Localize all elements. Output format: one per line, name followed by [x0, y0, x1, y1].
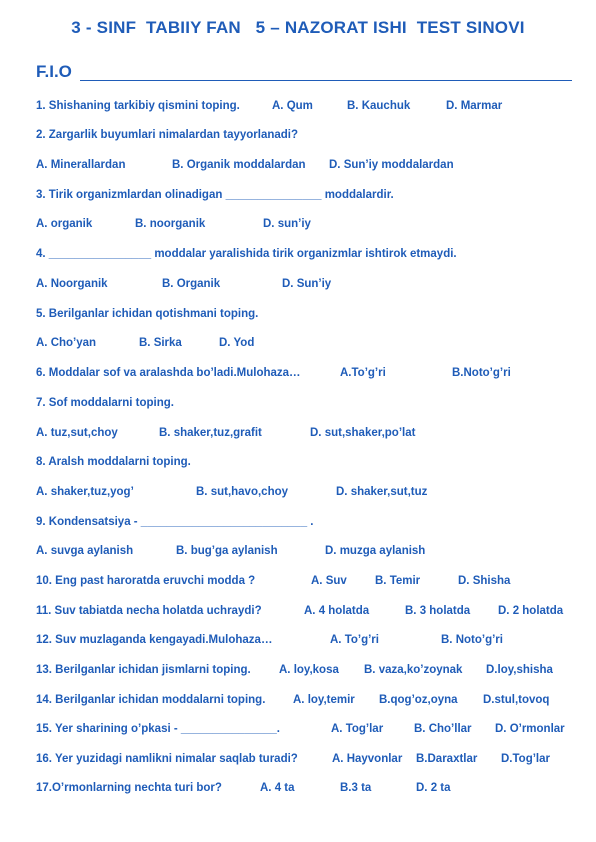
question-text: A. shaker,tuz,yog’: [36, 486, 134, 498]
answer-option: A. 4 holatda: [304, 605, 370, 617]
question-text: 5. Berilganlar ichidan qotishmani toping.: [36, 308, 259, 320]
fio-label: F.I.O: [36, 62, 72, 81]
answer-option: D. sut,shaker,po’lat: [310, 427, 416, 439]
question-text: 3. Tirik organizmlardan olinadigan _______________ moddalardir.: [36, 189, 394, 201]
answer-option: D. 2 ta: [416, 782, 451, 794]
question-text: A. tuz,sut,choy: [36, 427, 118, 439]
answer-option: B. Cho’llar: [414, 723, 472, 735]
answer-option: D. shaker,sut,tuz: [336, 486, 428, 498]
answer-option: D. sun’iy: [263, 218, 311, 230]
answer-option: D.stul,tovoq: [483, 694, 550, 706]
question-text: 11. Suv tabiatda necha holatda uchraydi?: [36, 605, 262, 617]
answer-option: A. Tog’lar: [331, 723, 384, 735]
question-text: 14. Berilganlar ichidan moddalarni toping.: [36, 694, 266, 706]
answer-option: B. Organik: [162, 278, 221, 290]
question-text: 12. Suv muzlaganda kengayadi.Mulohaza…: [36, 634, 273, 646]
answer-option: D. Sun’iy moddalardan: [329, 159, 454, 171]
answer-option: A. Qum: [272, 100, 313, 112]
answer-option: B. Sirka: [139, 337, 182, 349]
answer-option: D. Sun’iy: [282, 278, 332, 290]
answer-option: A.To’g’ri: [340, 367, 386, 379]
question-text: A. Minerallardan: [36, 159, 126, 171]
question-text: 10. Eng past haroratda eruvchi modda ?: [36, 575, 256, 587]
question-text: A. suvga aylanish: [36, 545, 134, 557]
answer-option: B. noorganik: [135, 218, 206, 230]
answer-option: B.3 ta: [340, 782, 372, 794]
answer-option: B. Noto’g’ri: [441, 634, 503, 646]
answer-option: D. Marmar: [446, 100, 503, 112]
answer-option: A. loy,temir: [293, 694, 355, 706]
question-text: 8. Aralsh moddalarni toping.: [36, 456, 191, 468]
question-text: 16. Yer yuzidagi namlikni nimalar saqlab turadi?: [36, 753, 298, 765]
question-text: 7. Sof moddalarni toping.: [36, 397, 174, 409]
question-text: 15. Yer sharining o’pkasi - _______________.: [36, 723, 281, 735]
answer-option: B. Organik moddalardan: [172, 159, 306, 171]
answer-option: B. bug’ga aylanish: [176, 545, 278, 557]
question-text: A. Cho’yan: [36, 337, 97, 349]
answer-option: A. loy,kosa: [279, 664, 339, 676]
answer-option: D. Yod: [219, 337, 255, 349]
answer-option: B.Daraxtlar: [416, 753, 478, 765]
question-text: 6. Moddalar sof va aralashda bo’ladi.Mulohaza…: [36, 367, 301, 379]
question-text: 4. ________________ moddalar yaralishida tirik organizmlar ishtirok etmaydi.: [36, 248, 457, 260]
question-text: 17.O’rmonlarning nechta turi bor?: [36, 782, 222, 794]
fio-underline: [80, 80, 572, 81]
answer-option: A. To’g’ri: [330, 634, 379, 646]
answer-option: B.qog’oz,oyna: [379, 694, 458, 706]
answer-option: B.Noto’g’ri: [452, 367, 511, 379]
page-title: 3 - SINF TABIIY FAN 5 – NAZORAT ISHI TEST SINOVI: [71, 18, 525, 37]
answer-option: D. O’rmonlar: [495, 723, 565, 735]
question-text: 1. Shishaning tarkibiy qismini toping.: [36, 100, 240, 112]
question-text: A. organik: [36, 218, 93, 230]
answer-option: D.Tog’lar: [501, 753, 550, 765]
answer-option: A. Hayvonlar: [332, 753, 403, 765]
answer-option: A. Suv: [311, 575, 347, 587]
question-text: A. Noorganik: [36, 278, 108, 290]
answer-option: D. Shisha: [458, 575, 511, 587]
answer-option: D. muzga aylanish: [325, 545, 426, 557]
answer-option: D.loy,shisha: [486, 664, 553, 676]
answer-option: B. 3 holatda: [405, 605, 471, 617]
question-text: 9. Kondensatsiya - __________________________ .: [36, 516, 314, 528]
answer-option: B. sut,havo,choy: [196, 486, 289, 498]
question-text: 13. Berilganlar ichidan jismlarni toping.: [36, 664, 251, 676]
answer-option: A. 4 ta: [260, 782, 295, 794]
answer-option: B. Temir: [375, 575, 421, 587]
answer-option: B. Kauchuk: [347, 100, 411, 112]
answer-option: B. vaza,ko’zoynak: [364, 664, 463, 676]
answer-option: B. shaker,tuz,grafit: [159, 427, 262, 439]
answer-option: D. 2 holatda: [498, 605, 564, 617]
question-text: 2. Zargarlik buyumlari nimalardan tayyorlanadi?: [36, 129, 299, 141]
